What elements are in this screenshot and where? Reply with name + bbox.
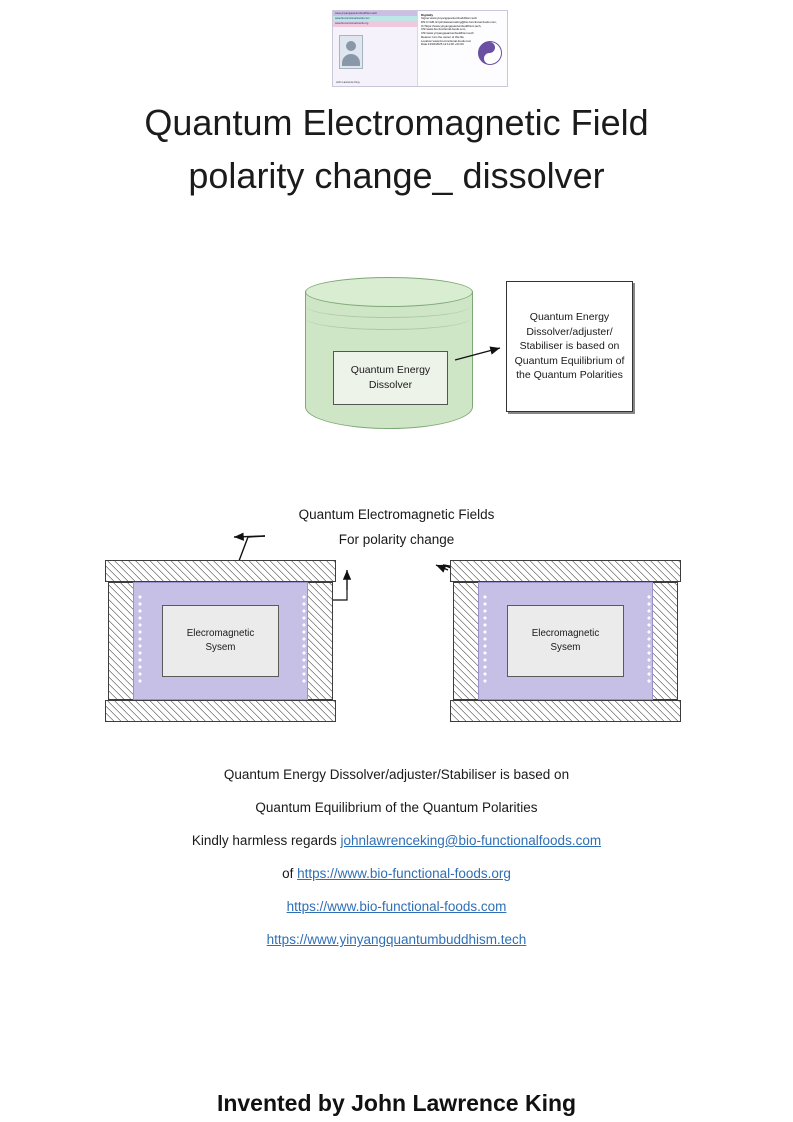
footer-line-5: [0, 890, 793, 923]
mid-caption-line-2: For polarity change: [338, 532, 455, 547]
capacitor-right-label-line-2: Sysem: [550, 642, 581, 653]
website-link-com[interactable]: https://www.bio-functional-foods.com: [286, 899, 507, 914]
stamp-band-1: www.yinyangquantumbuddhism.tech: [333, 11, 417, 16]
capacitor-right-label-box: [507, 605, 624, 677]
quantum-equilibrium-box: Quantum Energy Dissolver/adjuster/ Stabiliser is based on Quantum Equilibrium of the Quantum Polarities: [506, 281, 633, 412]
capacitor-right-plate-bottom: [450, 700, 681, 722]
page-title: [0, 96, 793, 202]
website-link-org[interactable]: https://www.bio-functional-foods.org: [297, 866, 511, 881]
stamp-band-3: www.bio-functional-foods.org: [333, 21, 417, 26]
capacitor-right-label-line-1: Elecromagnetic: [531, 628, 600, 639]
capacitor-left-label-line-1: Elecromagnetic: [186, 628, 255, 639]
stamp-line-2: DN:C=GB, E=johnlawrenceking@bio-functional-foods.com,: [421, 19, 497, 24]
portrait-photo: [339, 35, 363, 69]
stamp-line-6: Reason:I am the owner of this file: [421, 34, 464, 39]
capacitor-left-label-box: [162, 605, 279, 677]
cylinder-label-line-2: Dissolver: [368, 379, 413, 391]
digital-signature-stamp: [332, 10, 508, 87]
stamp-line-1: Signer:www.yinyangquantumbuddhism.tech: [421, 16, 478, 21]
stamp-line-4: CN=www.bio-functional-foods.com,: [421, 27, 467, 32]
footer-line-6: [0, 923, 793, 956]
mid-caption: [0, 502, 793, 552]
invented-by-line: Invented by John Lawrence King: [216, 1090, 577, 1116]
stamp-line-3: O=https://www.yinyangquantumbuddhism.tech,: [421, 23, 482, 28]
stamp-line-7: Location:www.bio-functional-foods.com: [421, 38, 472, 43]
capacitor-left-charge-dots-right: [301, 594, 307, 686]
footer-line-4: [0, 857, 793, 890]
capacitor-left-charge-dots-left: [137, 594, 143, 686]
website-link-tech[interactable]: https://www.yinyangquantumbuddhism.tech: [266, 932, 527, 947]
cylinder-label-line-1: Quantum Energy: [350, 364, 431, 376]
capacitor-left-plate-bottom: [105, 700, 336, 722]
footer-of-prefix: of: [282, 866, 298, 881]
capacitor-left: [105, 560, 336, 722]
page-title-line-2: polarity change_ dissolver: [188, 155, 605, 196]
footer-line-2: Quantum Equilibrium of the Quantum Polarities: [255, 800, 538, 815]
footer-line-1: Quantum Energy Dissolver/adjuster/Stabiliser is based on: [223, 767, 570, 782]
cylinder-label-box: [333, 351, 448, 405]
capacitor-right-charge-dots-left: [482, 594, 488, 686]
stamp-signer-label: Digitally: [421, 13, 434, 17]
capacitor-left-label-line-2: Sysem: [205, 642, 236, 653]
footer-regards-prefix: Kindly harmless regards: [191, 833, 341, 848]
stamp-left-panel: [333, 11, 418, 86]
footer-line-3: [0, 824, 793, 857]
cylinder-rib-2: [306, 307, 470, 330]
cylinder-top-ellipse: [305, 277, 473, 307]
stamp-line-5: CN=www.yinyangquantumbuddhism.tech: [421, 31, 474, 36]
quantum-energy-dissolver-cylinder: [305, 277, 473, 442]
stamp-line-8: Date:13/04/2025 11:11:00 +01:00: [421, 42, 464, 47]
capacitor-left-plate-top: [105, 560, 336, 582]
capacitor-right-plate-top: [450, 560, 681, 582]
stamp-left-footer: John Lawrence King: [336, 81, 360, 84]
email-link[interactable]: johnlawrenceking@bio-functionalfoods.com: [340, 833, 602, 848]
page-title-line-1: Quantum Electromagnetic Field: [144, 102, 649, 143]
stamp-band-2: www.bio-functional-foods.com: [333, 16, 417, 21]
stamp-right-panel: [418, 11, 507, 86]
footer-text-block: [0, 758, 793, 956]
yin-yang-icon: [478, 41, 502, 65]
capacitor-right: [450, 560, 681, 722]
capacitor-right-charge-dots-right: [646, 594, 652, 686]
arrow-right-caption: [436, 565, 448, 570]
mid-caption-line-1: Quantum Electromagnetic Fields: [298, 507, 495, 522]
